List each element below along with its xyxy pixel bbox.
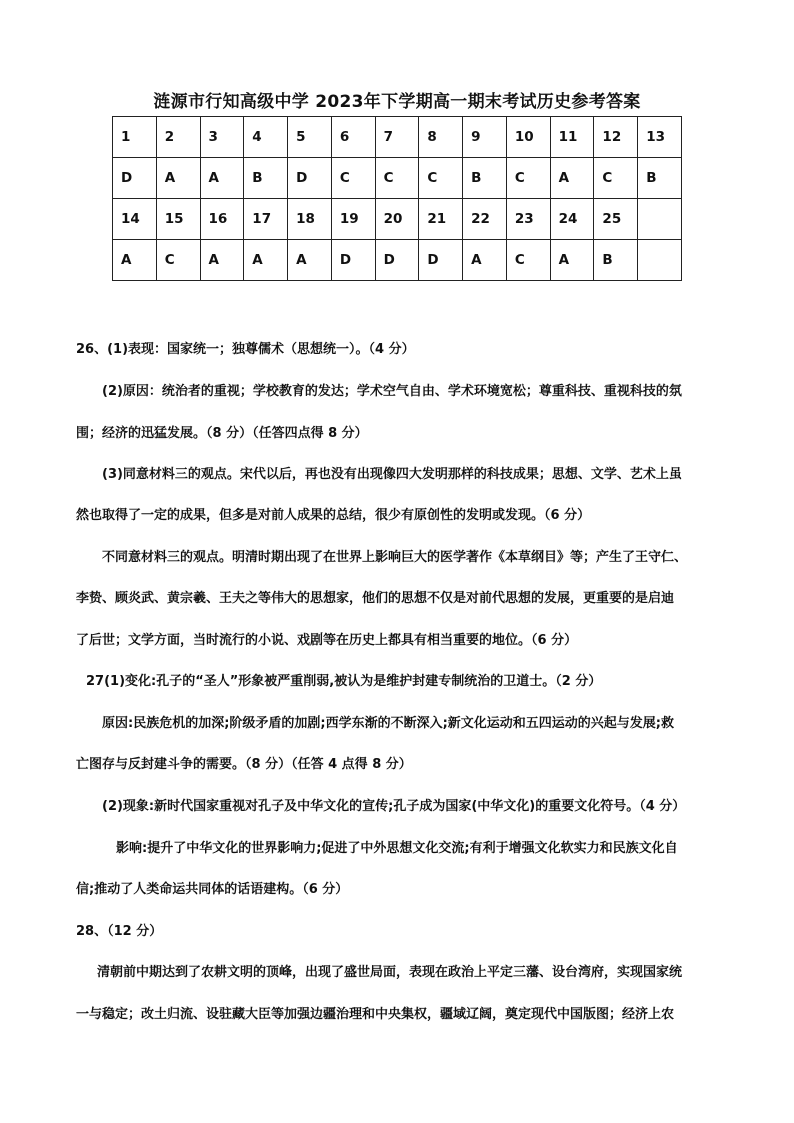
q26-part3-agree-cont: 然也取得了一定的成果，但多是对前人成果的总结，很少有原创性的发明或发现。（6 分） bbox=[76, 508, 591, 523]
table-cell: 19 bbox=[331, 199, 375, 240]
table-cell: 24 bbox=[550, 199, 594, 240]
q26-part1: 26、(1)表现：国家统一；独尊儒术（思想统一）。（4 分） bbox=[76, 342, 415, 357]
table-cell: 13 bbox=[638, 117, 682, 158]
table-cell bbox=[638, 199, 682, 240]
table-cell: A bbox=[244, 240, 288, 281]
table-cell: C bbox=[419, 158, 463, 199]
table-cell: 23 bbox=[506, 199, 550, 240]
table-row bbox=[113, 199, 682, 240]
table-row bbox=[113, 240, 682, 281]
table-cell: C bbox=[506, 158, 550, 199]
table-cell: 12 bbox=[594, 117, 638, 158]
table-cell: 16 bbox=[200, 199, 244, 240]
table-cell: 15 bbox=[156, 199, 200, 240]
table-cell: C bbox=[156, 240, 200, 281]
table-cell: 25 bbox=[594, 199, 638, 240]
q26-part3-agree: (3)同意材料三的观点。宋代以后，再也没有出现像四大发明那样的科技成果；思想、文学、艺术上虽 bbox=[102, 467, 682, 482]
table-cell: A bbox=[550, 240, 594, 281]
q26-part3-disagree-end: 了后世；文学方面，当时流行的小说、戏剧等在历史上都具有相当重要的地位。（6 分） bbox=[76, 633, 578, 648]
table-cell: C bbox=[594, 158, 638, 199]
q27-part2: (2)现象:新时代国家重视对孔子及中华文化的宣传;孔子成为国家(中华文化)的重要文化符号。（4 分） bbox=[102, 799, 686, 814]
q27-part1-reason: 原因:民族危机的加深;阶级矛盾的加剧;西学东渐的不断深入;新文化运动和五四运动的兴起与发展;救 bbox=[102, 716, 674, 731]
table-cell: B bbox=[463, 158, 507, 199]
table-cell: D bbox=[419, 240, 463, 281]
table-cell: 1 bbox=[113, 117, 157, 158]
table-cell: A bbox=[200, 240, 244, 281]
q26-part2-cont: 围；经济的迅猛发展。（8 分）（任答四点得 8 分） bbox=[76, 426, 368, 441]
table-row bbox=[113, 117, 682, 158]
table-cell: 8 bbox=[419, 117, 463, 158]
table-cell: A bbox=[113, 240, 157, 281]
table-cell: 22 bbox=[463, 199, 507, 240]
table-cell: A bbox=[200, 158, 244, 199]
q26-part2: (2)原因：统治者的重视；学校教育的发达；学术空气自由、学术环境宽松；尊重科技、重视科技的氛 bbox=[102, 384, 682, 399]
answer-table bbox=[112, 116, 682, 281]
table-cell: A bbox=[288, 240, 332, 281]
table-cell: D bbox=[288, 158, 332, 199]
table-cell: B bbox=[594, 240, 638, 281]
table-row bbox=[113, 158, 682, 199]
table-cell: A bbox=[463, 240, 507, 281]
table-cell bbox=[638, 240, 682, 281]
table-cell: C bbox=[375, 158, 419, 199]
table-cell: D bbox=[113, 158, 157, 199]
q27-part2-impact: 影响:提升了中华文化的世界影响力;促进了中外思想文化交流;有利于增强文化软实力和民族文化自 bbox=[116, 841, 678, 856]
table-cell: 9 bbox=[463, 117, 507, 158]
table-cell: 18 bbox=[288, 199, 332, 240]
table-cell: 4 bbox=[244, 117, 288, 158]
table-cell: 14 bbox=[113, 199, 157, 240]
table-cell: D bbox=[375, 240, 419, 281]
q26-part3-disagree: 不同意材料三的观点。明清时期出现了在世界上影响巨大的医学著作《本草纲目》等；产生了王守仁、 bbox=[102, 550, 688, 565]
table-cell: 10 bbox=[506, 117, 550, 158]
q28-text-cont: 一与稳定；改土归流、设驻藏大臣等加强边疆治理和中央集权，疆域辽阔，奠定现代中国版图；经济上农 bbox=[76, 1007, 675, 1022]
table-cell: B bbox=[638, 158, 682, 199]
page-title: 涟源市行知高级中学 2023年下学期高一期末考试历史参考答案 bbox=[153, 92, 641, 112]
table-cell: 3 bbox=[200, 117, 244, 158]
table-cell: 17 bbox=[244, 199, 288, 240]
table-cell: A bbox=[156, 158, 200, 199]
table-cell: 20 bbox=[375, 199, 419, 240]
q27-part2-impact-cont: 信;推动了人类命运共同体的话语建构。（6 分） bbox=[76, 882, 349, 897]
table-cell: 5 bbox=[288, 117, 332, 158]
table-cell: B bbox=[244, 158, 288, 199]
table-cell: C bbox=[331, 158, 375, 199]
q27-part1: 27(1)变化:孔子的“圣人”形象被严重削弱,被认为是维护封建专制统治的卫道士。（2 分） bbox=[86, 674, 602, 689]
table-cell: 11 bbox=[550, 117, 594, 158]
table-cell: D bbox=[331, 240, 375, 281]
table-cell: 21 bbox=[419, 199, 463, 240]
q28-heading: 28、（12 分） bbox=[76, 924, 163, 939]
table-cell: 6 bbox=[331, 117, 375, 158]
table-cell: A bbox=[550, 158, 594, 199]
q27-part1-reason-cont: 亡图存与反封建斗争的需要。（8 分）（任答 4 点得 8 分） bbox=[76, 757, 412, 772]
q26-part3-disagree-cont: 李贽、顾炎武、黄宗羲、王夫之等伟大的思想家，他们的思想不仅是对前代思想的发展，更重要的是启迪 bbox=[76, 591, 675, 606]
q28-text: 清朝前中期达到了农耕文明的顶峰，出现了盛世局面，表现在政治上平定三藩、设台湾府，实现国家统 bbox=[97, 965, 683, 980]
table-cell: 7 bbox=[375, 117, 419, 158]
table-cell: C bbox=[506, 240, 550, 281]
table-cell: 2 bbox=[156, 117, 200, 158]
